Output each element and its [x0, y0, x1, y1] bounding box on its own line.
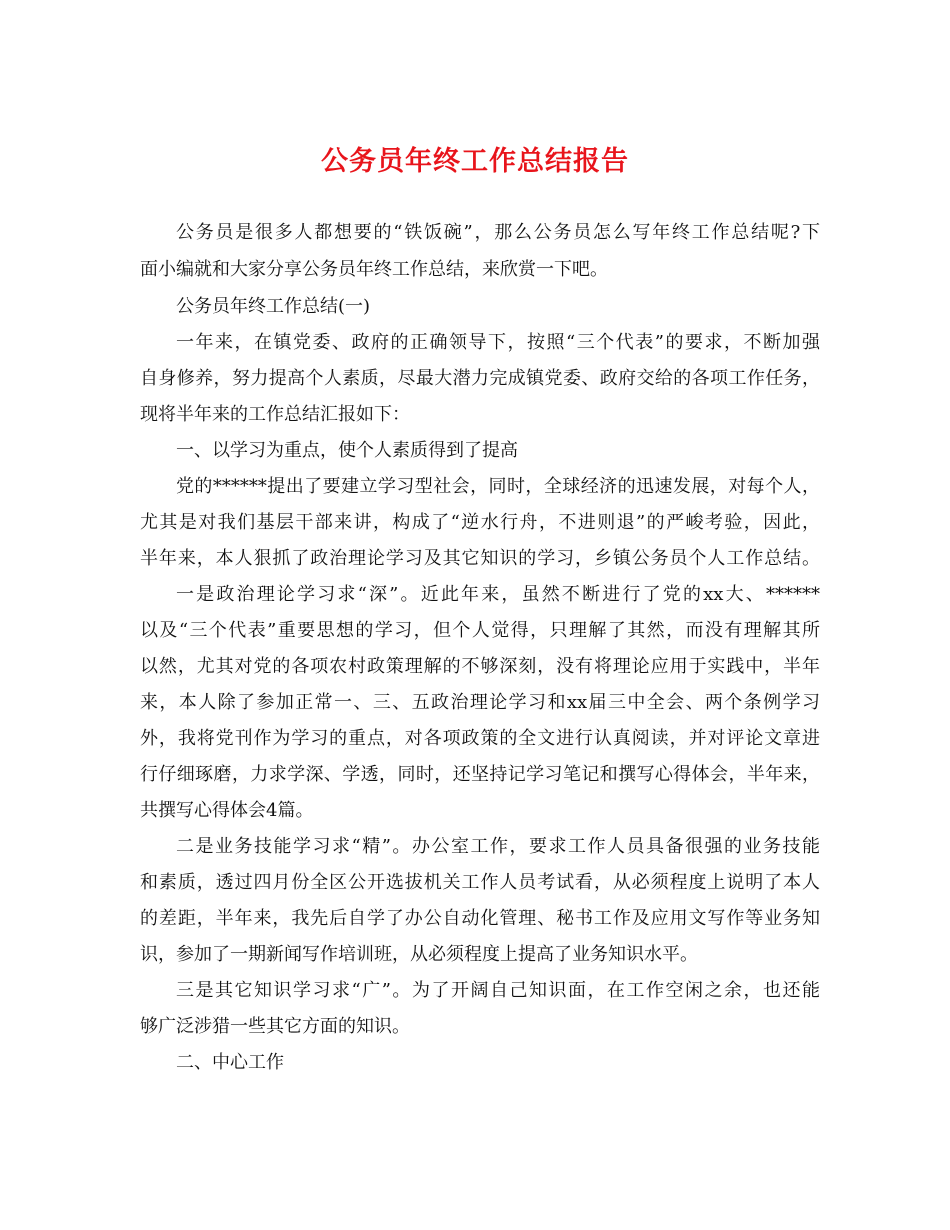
paragraph-line: 来，本人除了参加正常一、三、五政治理论学习和xx届三中全会、两个条例学习: [140, 692, 820, 713]
paragraph-line: 现将半年来的工作总结汇报如下：: [140, 404, 410, 425]
paragraph-line: 半年来，本人狠抓了政治理论学习及其它知识的学习，乡镇公务员个人工作总结。: [140, 548, 820, 569]
paragraph-line: 自身修养，努力提高个人素质，尽最大潜力完成镇党委、政府交给的各项工作任务，: [140, 368, 820, 389]
paragraph-line: 行仔细琢磨，力求学深、学透，同时，还坚持记学习笔记和撰写心得体会，半年来，: [140, 764, 820, 785]
section-heading-study: 一、以学习为重点，使个人素质得到了提高: [176, 440, 518, 461]
paragraph-line: 一年来，在镇党委、政府的正确领导下，按照“三个代表”的要求，不断加强: [176, 332, 820, 353]
paragraph-line: 二是业务技能学习求“精”。办公室工作，要求工作人员具备很强的业务技能: [176, 836, 820, 857]
paragraph-line: 识，参加了一期新闻写作培训班，从必须程度上提高了业务知识水平。: [140, 944, 698, 965]
paragraph-line: 一是政治理论学习求“深”。近此年来，虽然不断进行了党的xx大、******: [176, 584, 820, 605]
section-heading-summary-1: 公务员年终工作总结(一): [176, 296, 371, 317]
paragraph-line: 以及“三个代表”重要思想的学习，但个人觉得，只理解了其然，而没有理解其所: [140, 620, 820, 641]
paragraph-line: 够广泛涉猎一些其它方面的知识。: [140, 1016, 410, 1037]
paragraph-line: 尤其是对我们基层干部来讲，构成了“逆水行舟，不进则退”的严峻考验，因此，: [140, 512, 820, 533]
paragraph-line: 外，我将党刊作为学习的重点，对各项政策的全文进行认真阅读，并对评论文章进: [140, 728, 820, 749]
paragraph-line: 和素质，透过四月份全区公开选拔机关工作人员考试看，从必须程度上说明了本人: [140, 872, 820, 893]
paragraph-line: 以然，尤其对党的各项农村政策理解的不够深刻，没有将理论应用于实践中，半年: [140, 656, 820, 677]
paragraph-line: 三是其它知识学习求“广”。为了开阔自己知识面，在工作空闲之余，也还能: [176, 980, 820, 1001]
intro-line-2: 面小编就和大家分享公务员年终工作总结，来欣赏一下吧。: [140, 259, 608, 280]
paragraph-line: 党的******提出了要建立学习型社会，同时，全球经济的迅速发展，对每个人，: [176, 476, 820, 497]
intro-line-1: 公务员是很多人都想要的“铁饭碗”，那么公务员怎么写年终工作总结呢?下: [176, 222, 820, 243]
section-heading-central-work: 二、中心工作: [176, 1052, 284, 1073]
paragraph-line: 的差距，半年来，我先后自学了办公自动化管理、秘书工作及应用文写作等业务知: [140, 908, 820, 929]
document-title: 公务员年终工作总结报告: [321, 146, 629, 177]
paragraph-line: 共撰写心得体会4篇。: [140, 800, 314, 821]
